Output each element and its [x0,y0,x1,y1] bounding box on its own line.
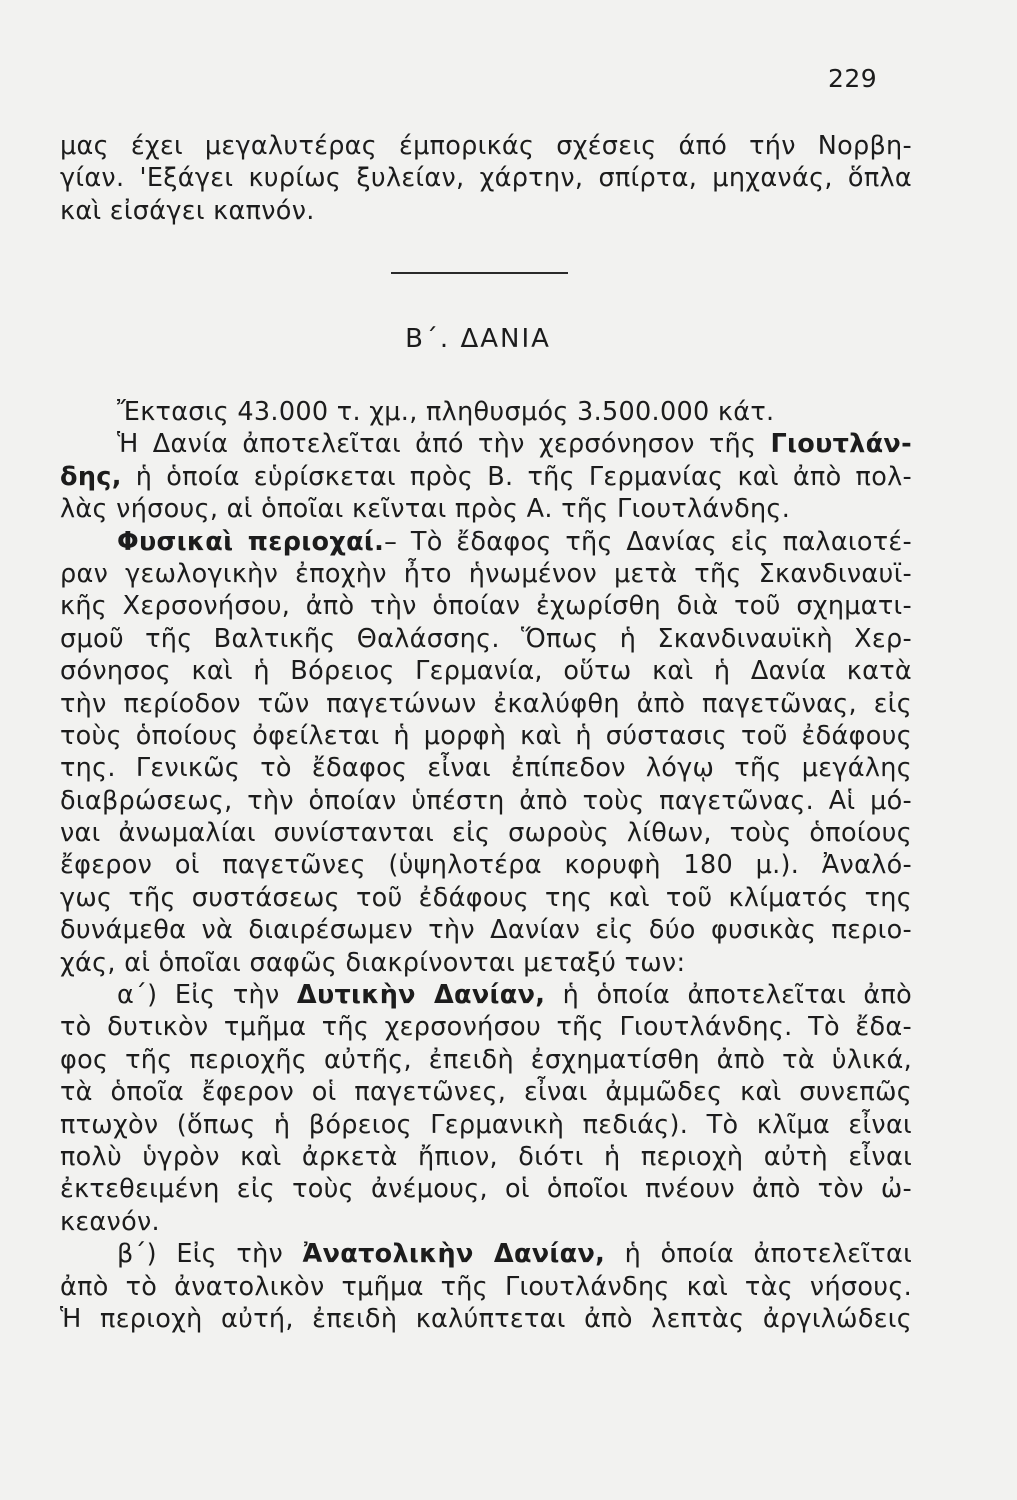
text-line [60,526,912,558]
text-line: κεανόν. [60,1206,160,1237]
text-line: διαβρώσεως, τὴν ὁποίαν ὑπέστη ἀπὸ τοὺς παγετῶνας. Αἱ μό- [60,785,912,816]
text-line: σμοῦ τῆς Βαλτικῆς Θαλάσσης. Ὅπως ἡ Σκανδιναυϊκὴ Χερ- [60,623,912,654]
text-line: ἀπὸ τὸ ἀνατολικὸν τμῆμα τῆς Γιουτλάνδης καὶ τὰς νήσους. [60,1271,912,1302]
text-line [60,1238,912,1270]
text-line: ἐκτεθειμένη εἰς τοὺς ἀνέμους, οἱ ὁποῖοι πνέουν ἀπὸ τὸν ὠ- [60,1174,912,1205]
subsection-title: Φυσικαὶ περιοχαί. [117,526,385,557]
text-line: μας έχει μεγαλυτέρας έμπορικάς σχέσεις άπό τήν Νορβη- [60,131,912,161]
text-line: ἔφερον οἱ παγετῶνες (ὑψηλοτέρα κορυφὴ 180 μ.). Ἀναλό- [60,850,912,881]
text-line: γίαν. 'Εξάγει κυρίως ξυλείαν, χάρτην, σπίρτα, μηχανάς, ὅπλα [60,163,912,194]
bold-term: Δυτικὴν Δανίαν, [296,980,546,1011]
text-line: ναι ἀνωμαλίαι συνίστανται εἰς σωροὺς λίθων, τοὺς ὁποίους [60,818,912,849]
text-line: σόνησος καὶ ἡ Βόρειος Γερμανία, οὕτω καὶ ἡ Δανία κατὰ [60,656,912,687]
body-text [60,396,912,1335]
text-run: ἡ ὁποία εὑρίσκεται πρὸς Β. τῆς Γερμανίας καὶ ἀπὸ πολ- [121,461,912,492]
text-run: Ἡ Δανία ἀποτελεῖται ἀπό τὴν χερσόνησον τῆς [117,429,771,460]
text-line: τὰ ὁποῖα ἔφερον οἱ παγετῶνες, εἶναι ἀμμῶδες καὶ συνεπῶς [60,1077,912,1108]
text-line: κῆς Χερσονήσου, ἀπὸ τὴν ὁποίαν ἐχωρίσθη διὰ τοῦ σχηματι- [60,591,912,622]
intro-paragraph [60,130,912,227]
text-line: πολὺ ὑγρὸν καὶ ἀρκετὰ ἤπιον, διότι ἡ περιοχὴ αὐτὴ εἶναι [60,1141,912,1172]
text-run: ἡ ὁποία ἀποτελεῖται [605,1239,912,1270]
text-line: χάς, αἱ ὁποῖαι σαφῶς διακρίνονται μεταξύ των: [60,947,686,978]
text-line: ραν γεωλογικὴν ἐποχὴν ἦτο ἡνωμένον μετὰ τῆς Σκανδιναυϊ- [60,558,912,589]
bold-term: Ἀνατολικὴν Δανίαν, [302,1239,606,1270]
text-line [60,428,912,460]
text-run: – Τὸ ἔδαφος τῆς Δανίας εἰς παλαιοτέ- [384,526,912,557]
area-line: Ἔκτασις 43.000 τ. χμ., πληθυσμός 3.500.000 κάτ. [117,397,775,427]
text-run: α΄) Εἰς τὴν [117,980,297,1011]
text-line [60,979,912,1011]
text-line: φος τῆς περιοχῆς αὐτῆς, ἐπειδὴ ἐσχηματίσθη ἀπὸ τὰ ὑλικά, [60,1044,912,1075]
text-line: τοὺς ὁποίους ὀφείλεται ἡ μορφὴ καὶ ἡ σύστασις τοῦ ἐδάφους [60,720,912,751]
bold-term: δης, [60,461,122,492]
text-line [60,461,912,493]
section-heading: Β΄. ΔΑΝΙΑ [405,324,551,354]
text-line: της. Γενικῶς τὸ ἔδαφος εἶναι ἐπίπεδον λόγῳ τῆς μεγάλης [60,753,912,784]
text-line: γως τῆς συστάσεως τοῦ ἐδάφους της καὶ τοῦ κλίματός της [60,882,912,913]
text-line: τὴν περίοδον τῶν παγετώνων ἐκαλύφθη ἀπὸ παγετῶνας, εἰς [60,688,912,719]
text-run: β΄) Εἰς τὴν [117,1239,303,1270]
section-divider [391,272,568,274]
text-line: πτωχὸν (ὅπως ἡ βόρειος Γερμανικὴ πεδιάς). Τὸ κλῖμα εἶναι [60,1109,912,1140]
bold-term: Γιουτλάν- [770,429,912,460]
text-run: ἡ ὁποία ἀποτελεῖται ἀπὸ [545,980,913,1011]
page-number: 229 [828,64,878,93]
text-line: δυνάμεθα νὰ διαιρέσωμεν τὴν Δανίαν εἰς δύο φυσικὰς περιο- [60,915,912,946]
text-line: καὶ εἰσάγει καπνόν. [60,195,315,226]
text-line: τὸ δυτικὸν τμῆμα τῆς χερσονήσου τῆς Γιουτλάνδης. Τὸ ἔδα- [60,1012,912,1043]
text-line: λὰς νήσους, αἱ ὁποῖαι κεῖνται πρὸς Α. τῆς Γιουτλάνδης. [60,494,791,525]
text-line: Ἡ περιοχὴ αὐτή, ἐπειδὴ καλύπτεται ἀπὸ λεπτὰς ἀργιλώδεις [60,1303,912,1334]
